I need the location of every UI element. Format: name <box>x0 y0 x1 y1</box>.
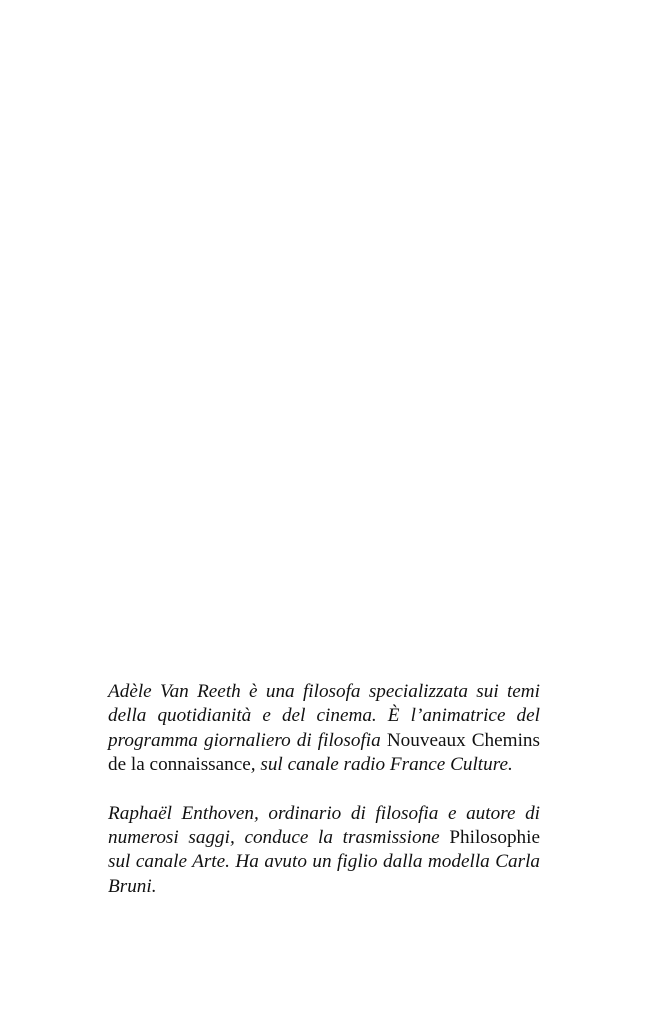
bio-text-italic: Adèle Van Reeth è una filosofa specializzata sui temi della quotidianità e del cinema. È l’animatrice del programma giornaliero di filosofia <box>108 681 540 751</box>
program-title: Nouveaux Chemins de la connaissance <box>108 729 540 776</box>
bio-text-italic: Raphaël Enthoven, ordinario di filosofia e autore di numerosi saggi, conduce la trasmissione <box>108 802 540 849</box>
program-title: Philosophie <box>449 827 540 849</box>
bio-text-italic: , sul canale radio France Culture. <box>250 754 513 776</box>
bio-text-italic: sul canale Arte. Ha avuto un figlio dalla modella Carla Bruni. <box>108 851 540 897</box>
bio-adele-van-reeth <box>108 680 540 778</box>
bio-raphael-enthoven <box>108 802 540 900</box>
author-bios <box>108 680 540 899</box>
